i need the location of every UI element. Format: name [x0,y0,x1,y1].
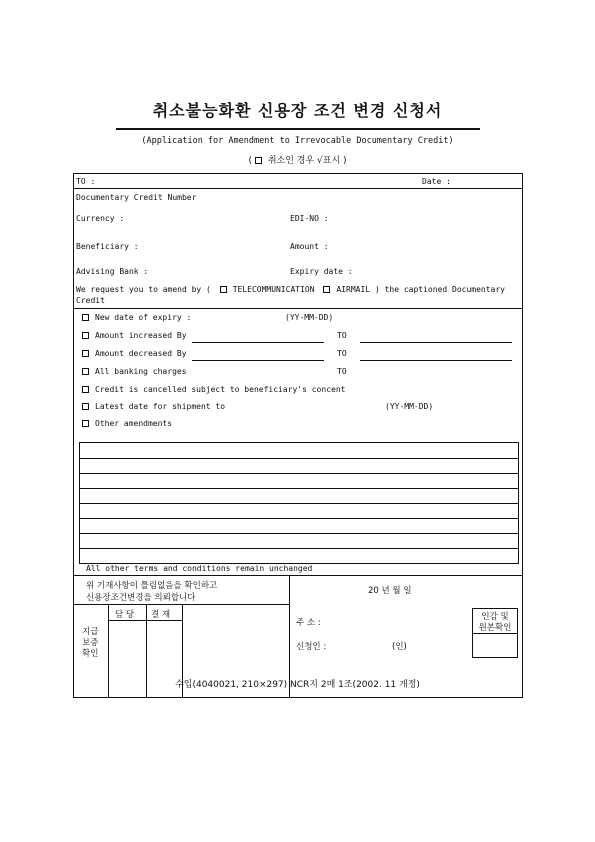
option-checkbox[interactable] [82,420,89,427]
option-label: Latest date for shipment to [95,402,226,411]
option-amount-decreased [82,349,187,358]
cancel-checkbox[interactable] [255,157,262,164]
option-label: Other amendments [95,419,173,428]
advising-bank-label: Advising Bank : [76,267,149,276]
telecom-checkbox[interactable] [220,286,227,293]
beneficiary-label: Beneficiary : [76,242,139,251]
amount-increased-field[interactable] [192,342,324,343]
option-checkbox[interactable] [82,314,89,321]
amendments-grid[interactable] [79,442,519,564]
request-line2: Credit [76,296,105,305]
address-label: 주 소 : [296,618,321,628]
to-label: TO : [76,177,96,186]
telecom-label: TELECOMMUNICATION [232,285,315,294]
approval-col-sign: 결 재 [151,610,171,620]
form-title: 취소불능화환 신용장 조건 변경 신청서 [152,101,443,120]
airmail-checkbox[interactable] [323,286,330,293]
currency-label: Currency : [76,214,125,223]
airmail-label: AIRMAIL [336,285,371,294]
option-new-expiry-format: (YY-MM-DD) [285,313,334,322]
applicant-label: 신청인 : [296,642,327,652]
title-underline [116,128,480,130]
date-label: Date : [422,177,451,186]
credit-number-label: Documentary Credit Number [76,193,197,202]
option-checkbox[interactable] [82,403,89,410]
seal-box-line1: 인감 및 [481,612,509,622]
request-prefix: We request you to amend by ( [76,285,211,294]
form-subtitle: (Application for Amendment to Irrevocable Documentary Credit) [141,136,454,146]
request-line [76,285,505,294]
grid-line [80,518,518,519]
amount-increased-to-field[interactable] [360,342,512,343]
edi-no-label: EDI-NO : [290,214,329,223]
approval-header-divider [108,620,182,621]
option-checkbox[interactable] [82,350,89,357]
divider-request [74,308,522,309]
option-checkbox[interactable] [82,368,89,375]
approval-label-1: 지급 [82,627,99,637]
option-label: Credit is cancelled subject to beneficiary's concent [95,385,346,394]
confirm-line2: 신용장조건변경을 의뢰합니다 [86,593,196,603]
option-label: All banking charges [95,367,187,376]
confirm-line1: 위 기재사항이 틀림없음을 확인하고 [86,581,218,591]
form-frame [73,173,523,698]
option-latest-shipment [82,402,225,411]
option-new-expiry [82,313,191,322]
option-credit-cancelled [82,385,345,394]
confirm-date: 20 년 월 일 [368,586,412,596]
grid-line [80,533,518,534]
option-label: New date of expiry : [95,313,192,322]
divider-to [74,188,522,189]
cancel-note-prefix: ( [248,156,255,166]
option-to: TO [337,331,347,340]
option-checkbox[interactable] [82,332,89,339]
seal-box[interactable] [472,608,518,658]
amount-decreased-field[interactable] [192,360,324,361]
grid-line [80,473,518,474]
cancel-note [0,153,595,166]
seal-box-line2: 원본확인 [478,623,512,633]
form-footer: 수입(4040021, 210×297) NCR지 2매 1조(2002. 11 개정) [175,680,420,690]
amount-decreased-to-field[interactable] [360,360,512,361]
approval-label-3: 확인 [82,649,99,659]
option-amount-increased [82,331,187,340]
grid-line [80,548,518,549]
request-suffix: ) the captioned Documentary [374,285,505,294]
approval-col-staff: 담 당 [115,610,135,620]
seal-box-divider [473,633,517,634]
grid-line [80,488,518,489]
seal-mark: (인) [392,642,407,652]
option-checkbox[interactable] [82,386,89,393]
option-to: TO [337,367,347,376]
remain-unchanged: All other terms and conditions remain unchanged [86,564,313,573]
option-latest-shipment-format: (YY-MM-DD) [385,402,434,411]
cancel-note-text: 취소인 경우 √표시 ) [267,156,347,166]
grid-line [80,458,518,459]
option-label: Amount increased By [95,331,187,340]
option-to: TO [337,349,347,358]
option-banking-charges [82,367,187,376]
option-label: Amount decreased By [95,349,187,358]
option-other-amendments [82,419,172,428]
grid-line [80,503,518,504]
approval-label-2: 보증 [82,638,99,648]
amount-label: Amount : [290,242,329,251]
divider-confirm [74,575,522,576]
expiry-date-label: Expiry date : [290,267,353,276]
